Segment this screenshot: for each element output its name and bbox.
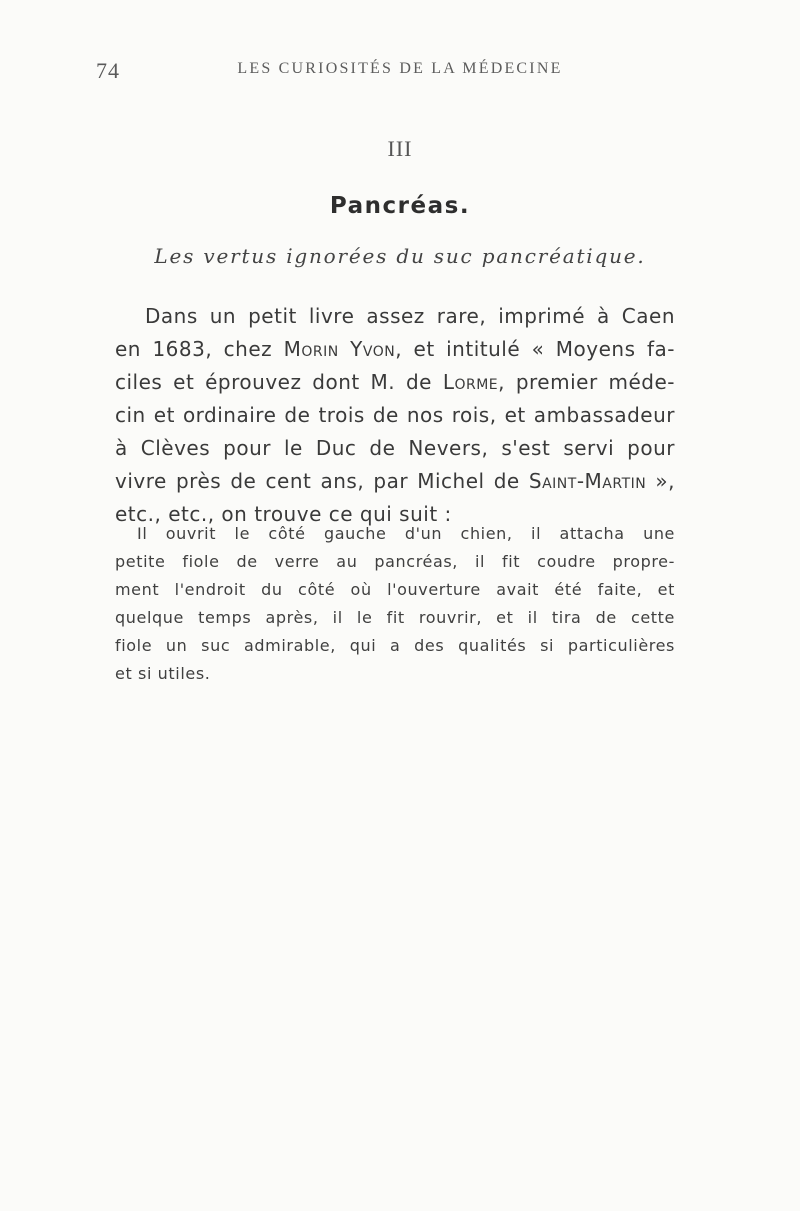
author-name: Morin Yvon [283, 337, 396, 361]
text-line: cin et ordinaire de trois de nos rois, et ambassadeur [115, 403, 675, 427]
text-line [115, 465, 675, 498]
chapter-title: Pancréas. [329, 193, 471, 219]
text-run: », [646, 469, 675, 493]
text-line: à Clèves pour le Duc de Nevers, s'est servi pour [115, 436, 675, 460]
text-line: Dans un petit livre assez rare, imprimé à Caen [145, 304, 675, 328]
text-line: petite fiole de verre au pancréas, il fit coudre propre- [115, 552, 675, 571]
author-name: Lorme [442, 370, 499, 394]
text-line: Il ouvrit le côté gauche d'un chien, il attacha une [137, 524, 675, 543]
text-line: fiole un suc admirable, qui a des qualités si particulières [115, 636, 675, 655]
page-number: 74 [96, 58, 120, 83]
text-run: vivre près de cent ans, par Michel de [115, 469, 529, 493]
chapter-subtitle: Les vertus ignorées du suc pancréatique. [154, 244, 646, 268]
text-line: quelque temps après, il le fit rouvrir, et il tira de cette [115, 608, 675, 627]
text-run: , et intitulé « Moyens fa- [395, 337, 675, 361]
chapter-number: III [387, 136, 413, 161]
book-title: LES CURIOSITÉS DE LA MÉDECINE [237, 60, 563, 77]
text-run: ciles et éprouvez dont M. de [115, 370, 443, 394]
text-run: en 1683, chez [115, 337, 284, 361]
running-header [0, 58, 800, 88]
body-paragraph [115, 300, 675, 531]
text-line: etc., etc., on trouve ce qui suit : [115, 502, 452, 526]
text-line [115, 366, 675, 399]
text-run: , premier méde- [498, 370, 675, 394]
text-line: ment l'endroit du côté où l'ouverture avait été faite, et [115, 580, 675, 599]
text-line: et si utiles. [115, 664, 211, 683]
author-name: Saint-Martin [528, 469, 647, 493]
quoted-passage [115, 520, 675, 688]
text-line [115, 333, 675, 366]
